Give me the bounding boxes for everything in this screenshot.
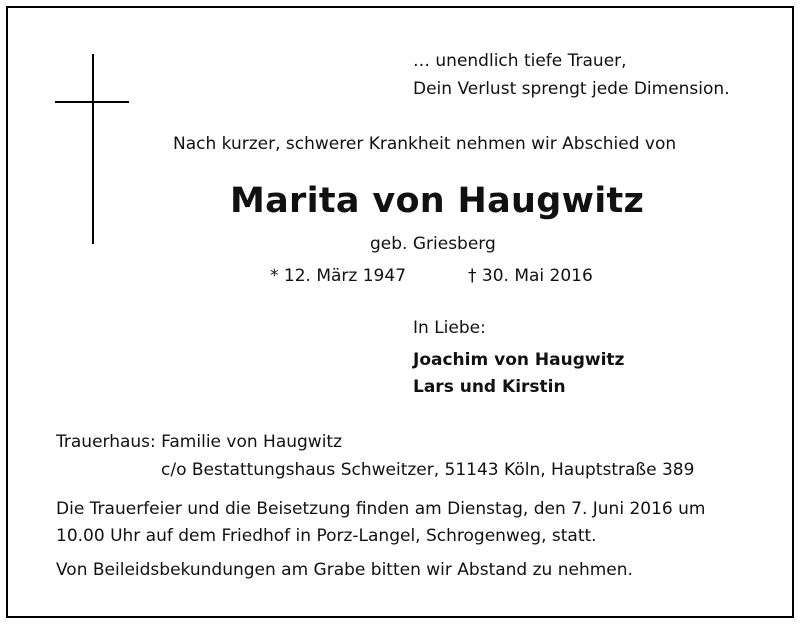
cross-icon-bar xyxy=(55,101,129,103)
death-date: † 30. Mai 2016 xyxy=(468,266,593,286)
obituary-notice xyxy=(6,6,794,618)
intro-text: Nach kurzer, schwerer Krankheit nehmen wir Abschied von xyxy=(173,134,677,154)
deceased-name: Marita von Haugwitz xyxy=(230,181,645,221)
cross-icon xyxy=(92,54,94,244)
maiden-name: geb. Griesberg xyxy=(370,234,496,254)
funeral-info-line-1: Die Trauerfeier und die Beisetzung finden am Dienstag, den 7. Juni 2016 um xyxy=(56,499,706,519)
quote-line-1: … unendlich tiefe Trauer, xyxy=(413,51,627,71)
funeral-info-line-2: 10.00 Uhr auf dem Friedhof in Porz-Langel, Schrogenweg, statt. xyxy=(56,526,597,546)
condolence-request: Von Beileidsbekundungen am Grabe bitten wir Abstand zu nehmen. xyxy=(56,560,633,580)
mourning-house: Trauerhaus: Familie von Haugwitz xyxy=(56,432,343,452)
mourning-house-address: c/o Bestattungshaus Schweitzer, 51143 Köln, Hauptstraße 389 xyxy=(161,460,695,480)
mourner-name: Lars und Kirstin xyxy=(413,377,566,397)
birth-date: * 12. März 1947 xyxy=(270,266,407,286)
mourners-heading: In Liebe: xyxy=(413,318,486,338)
mourner-name: Joachim von Haugwitz xyxy=(413,350,625,370)
quote-line-2: Dein Verlust sprengt jede Dimension. xyxy=(413,79,730,99)
